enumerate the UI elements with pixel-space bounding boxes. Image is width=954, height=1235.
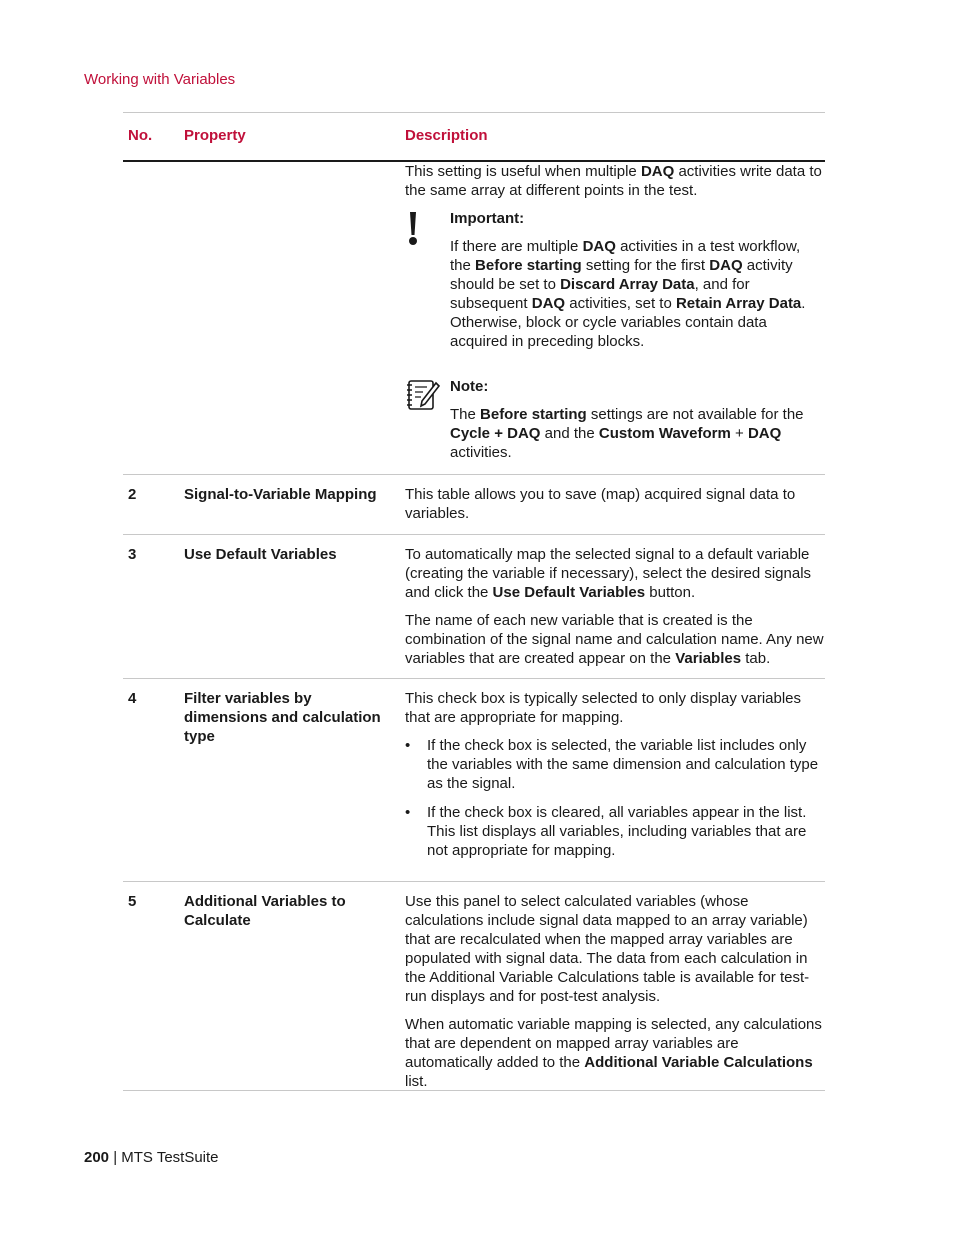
list-item: • If the check box is selected, the variable list includes only the variables with the same dimension and calculation type as the signal.	[405, 737, 819, 792]
list-item: • If the check box is cleared, all variables appear in the list. This list displays all variables, including variables that are not appropriate for mapping.	[405, 804, 807, 859]
bullet-icon: •	[405, 804, 411, 821]
row-property: Filter variables by dimensions and calculation type	[184, 690, 381, 745]
row-number: 4	[128, 690, 137, 707]
table-row	[123, 535, 825, 679]
row-number: 2	[128, 486, 137, 503]
row-property: Signal-to-Variable Mapping	[184, 486, 377, 503]
row-number: 5	[128, 893, 137, 910]
important-text: If there are multiple DAQ activities in a test workflow, the Before starting setting for the first DAQ activity should be set to Discard Array Data, and for subsequent DAQ activities, set to Retain Array Data. Otherwise, block or cycle variables contain data acquired in preceding blocks.	[450, 238, 806, 350]
page-number: 200	[84, 1149, 110, 1166]
properties-table	[123, 112, 825, 1091]
note-callout	[405, 377, 825, 471]
row-property: Use Default Variables	[184, 546, 337, 563]
important-callout	[405, 209, 825, 360]
table-row	[123, 679, 825, 882]
exclamation-icon	[405, 209, 421, 247]
table-row	[123, 475, 825, 535]
row-property: Additional Variables to Calculate	[184, 893, 346, 929]
row-description: To automatically map the selected signal to a default variable (creating the variable if necessary), select the desired signals and click the Use Default Variables button. The name of each new variable that is created is the combination of the signal name and calculation name. Any new variables that are created appear on the Variables tab.	[405, 546, 824, 667]
product-name: MTS TestSuite	[121, 1149, 219, 1166]
note-text: The Before starting settings are not available for the Cycle + DAQ and the Custom Waveform + DAQ activities.	[450, 406, 804, 461]
row-description: This table allows you to save (map) acquired signal data to variables.	[405, 486, 796, 522]
column-header-description: Description	[405, 127, 488, 144]
important-label: Important:	[450, 210, 525, 227]
row-number: 3	[128, 546, 137, 563]
column-header-no: No.	[128, 127, 153, 144]
row-description	[405, 162, 825, 474]
table-row	[123, 882, 825, 1091]
column-header-property: Property	[184, 127, 246, 144]
bullet-icon: •	[405, 737, 411, 754]
row-description: This check box is typically selected to only display variables that are appropriate for mapping. • If the check box is selected, the variable list includes only the variables with the same dimension and calculation type as the signal. • If the check box is cleared, all variables appear in the list. This list displays all variables, including variables that are not appropriate for mapping.	[405, 679, 825, 881]
description-paragraph: This setting is useful when multiple DAQ activities write data to the same array at different points in the test.	[405, 163, 822, 199]
note-pencil-icon	[405, 377, 441, 413]
page-footer: 200 | MTS TestSuite	[84, 1149, 219, 1166]
row-description: Use this panel to select calculated variables (whose calculations include signal data mapped to an array variable) that are recalculated when the mapped array variables are populated with signal data. The data from each calculation in the Additional Variable Calculations table is available for test-run displays and for post-test analysis. When automatic variable mapping is selected, any calculations that are dependent on mapped array variables are automatically added to the Additional Variable Calculations list.	[405, 893, 822, 1090]
table-row	[123, 162, 825, 475]
note-label: Note:	[450, 378, 489, 395]
table-header	[123, 113, 825, 162]
running-head: Working with Variables	[84, 71, 236, 88]
